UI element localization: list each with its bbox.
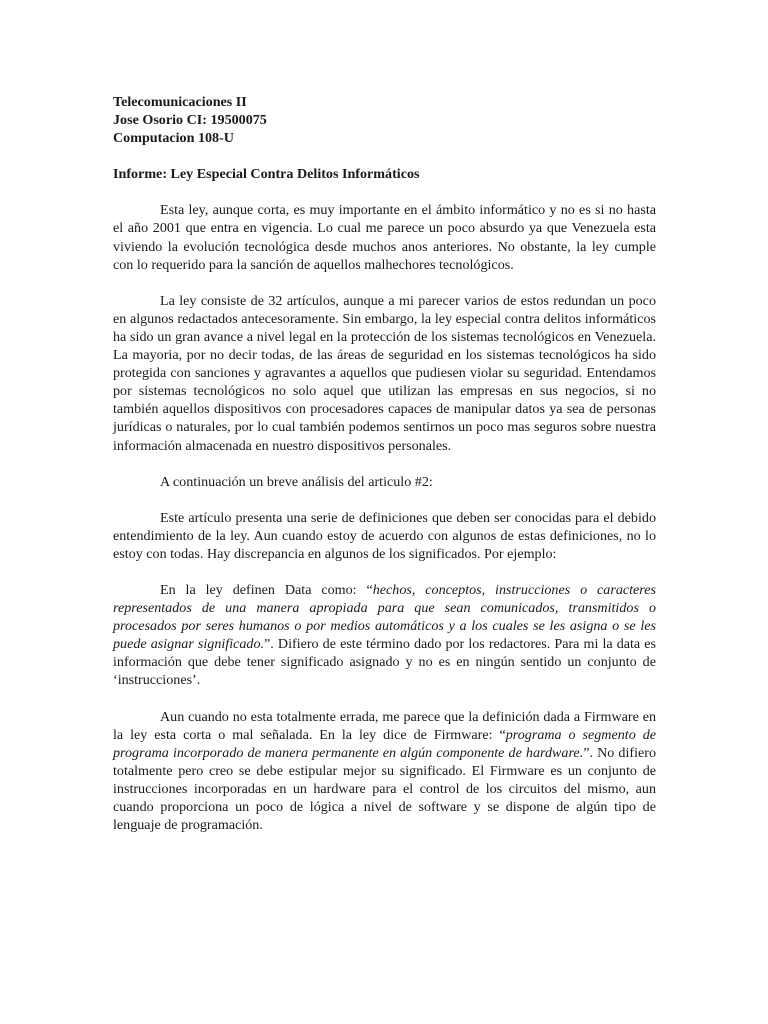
- report-title: Informe: Ley Especial Contra Delitos Informáticos: [113, 166, 420, 183]
- paragraph-articles: La ley consiste de 32 artículos, aunque a mi parecer varios de estos redundan un poco en algunos redactados antecesoramente. Sin embargo, la ley especial contra delitos informáticos ha sido un gran avance a nivel legal en la protección de los sistemas tecnológicos en Venezuela. La mayoria, por no decir todas, de las áreas de seguridad en los sistemas tecnológicos ha sido protegida con sanciones y agravantes a aquellos que pudiesen violar su seguridad. Entendamos por sistemas tecnológicos no solo aquel que utilizan las empresas en sus negocios, si no también aquellos dispositivos con procesadores capaces de manipular datos ya sea de personas jurídicas o naturales, por lo cual también podemos sentirnos un poco mas seguros sobre nuestra información almacenada en nuestro dispositivos personales.: [113, 292, 656, 454]
- firmware-definition-tail: ”. No difiero totalmente pero creo se debe estipular mejor su significado. El Firmware es un conjunto de instrucciones incorporadas en un hardware para el control de los circuitos del mismo, aun cuando proporciona un poco de lógica a nivel de software y se dispone de algún tipo de lenguaje de programación.: [113, 744, 656, 834]
- section-name: Computacion 108-U: [113, 130, 234, 147]
- paragraph-data-definition: [113, 581, 656, 690]
- data-definition-tail: ”. Difiero de este término dado por los redactores. Para mi la data es información que debe tener significado asignado y no es en ningún sentido un conjunto de ‘instrucciones’.: [113, 636, 656, 689]
- firmware-definition-quote: programa o segmento de programa incorporado de manera permanente en algún componente de hardware.: [113, 726, 656, 761]
- paragraph-intro: Esta ley, aunque corta, es muy importante en el ámbito informático y no es si no hasta el año 2001 que entra en vigencia. Lo cual me parece un poco absurdo ya que Venezuela esta viviendo la evolución tecnológica desde muchos anos anteriores. No obstante, la ley cumple con lo requerido para la sanción de aquellos malhechores tecnológicos.: [113, 202, 656, 273]
- student-name-id: Jose Osorio CI: 19500075: [113, 112, 267, 129]
- paragraph-firmware-definition: [113, 708, 656, 835]
- data-definition-quote: hechos, conceptos, instrucciones o caracteres representados de una manera apropiada para que sean comunicados, transmitidos o procesados por seres humanos o por medios automáticos y a los cuales se les asigna o se les puede asignar significado.: [113, 581, 656, 653]
- paragraph-definitions: Este artículo presenta una serie de definiciones que deben ser conocidas para el debido entendimiento de la ley. Aun cuando estoy de acuerdo con algunos de estas definiciones, no lo estoy con todas. Hay discrepancia en algunos de los significados. Por ejemplo:: [113, 509, 656, 562]
- document-page: [113, 93, 656, 852]
- data-definition-lead: En la ley definen Data como: “: [160, 581, 373, 598]
- paragraph-analysis-intro: A continuación un breve análisis del articulo #2:: [160, 473, 433, 490]
- firmware-definition-lead: Aun cuando no esta totalmente errada, me parece que la definición dada a Firmware en la ley esta corta o mal señalada. En la ley dice de Firmware: “: [113, 708, 656, 743]
- course-name: Telecomunicaciones II: [113, 94, 247, 110]
